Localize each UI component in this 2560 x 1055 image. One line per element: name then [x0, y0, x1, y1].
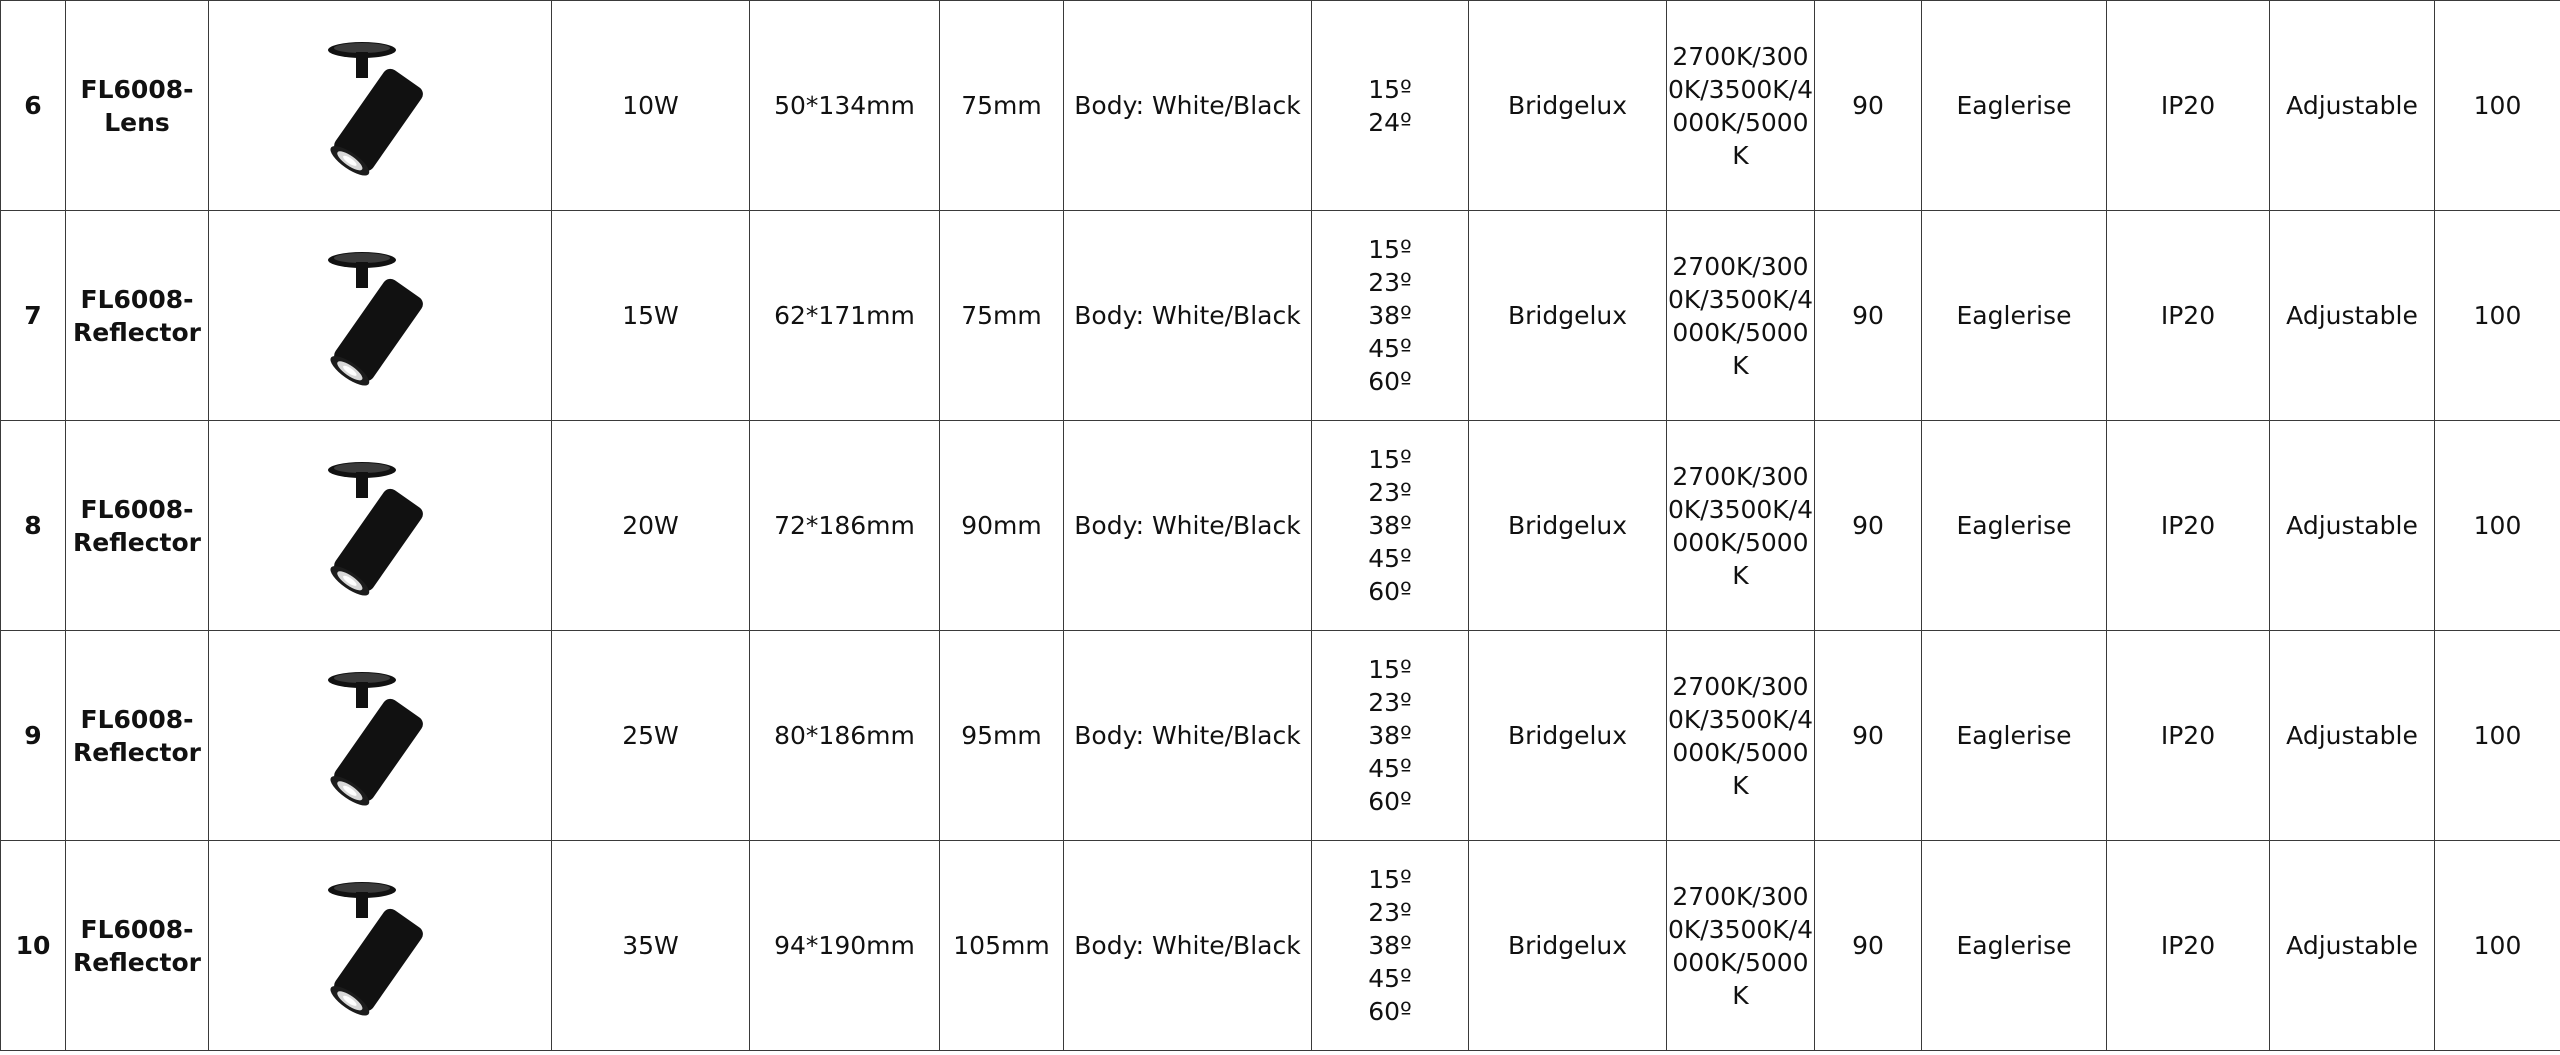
beam-angle-value: 15º: [1368, 235, 1412, 264]
black-spotlight-icon: [320, 456, 440, 596]
row-index: 10: [1, 841, 66, 1051]
cri-cell: 90: [1815, 421, 1922, 631]
cct-cell: 2700K/3000K/3500K/4000K/5000K: [1667, 211, 1815, 421]
table-row: [1, 211, 2560, 421]
beam-angle-value: 38º: [1368, 721, 1412, 750]
cri-cell: 90: [1815, 211, 1922, 421]
cutout-cell: 75mm: [940, 211, 1064, 421]
ip-rating-cell: IP20: [2107, 1, 2270, 211]
dimensions-cell: 62*171mm: [750, 211, 940, 421]
model-name-cell: [66, 211, 209, 421]
driver-cell: Eaglerise: [1922, 421, 2107, 631]
model-variant: Reflector: [73, 737, 201, 767]
beam-angle-value: 15º: [1368, 655, 1412, 684]
body-color-cell: Body: White/Black: [1064, 1, 1312, 211]
spotlight-drawing: [326, 462, 426, 596]
black-spotlight-icon: [320, 246, 440, 386]
efficacy-cell: 100: [2435, 631, 2560, 841]
table-row: [1, 1, 2560, 211]
product-image-cell: [209, 1, 552, 211]
body-color-cell: Body: White/Black: [1064, 631, 1312, 841]
power-cell: 10W: [552, 1, 750, 211]
beam-angle-value: 60º: [1368, 787, 1412, 816]
efficacy-cell: 100: [2435, 841, 2560, 1051]
body-color-cell: Body: White/Black: [1064, 841, 1312, 1051]
power-cell: 15W: [552, 211, 750, 421]
led-brand-cell: Bridgelux: [1469, 631, 1667, 841]
beam-angle-value: 15º: [1368, 865, 1412, 894]
spotlight-drawing: [326, 882, 426, 1016]
spotlight-drawing: [326, 252, 426, 386]
cutout-cell: 90mm: [940, 421, 1064, 631]
beam-angle-value: 60º: [1368, 577, 1412, 606]
led-brand-cell: Bridgelux: [1469, 421, 1667, 631]
model-name-cell: [66, 1, 209, 211]
beam-angle-value: 45º: [1368, 334, 1412, 363]
model-variant: Reflector: [73, 317, 201, 347]
model-variant: Reflector: [73, 947, 201, 977]
driver-cell: Eaglerise: [1922, 211, 2107, 421]
led-brand-cell: Bridgelux: [1469, 211, 1667, 421]
model-prefix: FL6008-: [80, 914, 194, 944]
cutout-cell: 75mm: [940, 1, 1064, 211]
row-index: 6: [1, 1, 66, 211]
black-spotlight-icon: [320, 36, 440, 176]
body-color-cell: Body: White/Black: [1064, 211, 1312, 421]
product-image-cell: [209, 421, 552, 631]
beam-angle-value: 23º: [1368, 268, 1412, 297]
beam-angle-value: 45º: [1368, 964, 1412, 993]
ip-rating-cell: IP20: [2107, 631, 2270, 841]
driver-cell: Eaglerise: [1922, 631, 2107, 841]
row-index: 7: [1, 211, 66, 421]
table-body: [1, 1, 2560, 1051]
dimensions-cell: 80*186mm: [750, 631, 940, 841]
table-row: [1, 421, 2560, 631]
model-variant: Reflector: [73, 527, 201, 557]
power-cell: 35W: [552, 841, 750, 1051]
cri-cell: 90: [1815, 631, 1922, 841]
ip-rating-cell: IP20: [2107, 211, 2270, 421]
beam-angle-cell: [1312, 421, 1469, 631]
cct-cell: 2700K/3000K/3500K/4000K/5000K: [1667, 841, 1815, 1051]
led-brand-cell: Bridgelux: [1469, 1, 1667, 211]
adjustability-cell: Adjustable: [2270, 1, 2435, 211]
cutout-cell: 105mm: [940, 841, 1064, 1051]
beam-angle-value: 15º: [1368, 74, 1412, 104]
beam-angle-value: 23º: [1368, 898, 1412, 927]
driver-cell: Eaglerise: [1922, 841, 2107, 1051]
power-cell: 25W: [552, 631, 750, 841]
driver-cell: Eaglerise: [1922, 1, 2107, 211]
beam-angle-value: 45º: [1368, 544, 1412, 573]
adjustability-cell: Adjustable: [2270, 631, 2435, 841]
cct-cell: 2700K/3000K/3500K/4000K/5000K: [1667, 1, 1815, 211]
beam-angle-value: 24º: [1368, 107, 1412, 137]
beam-angle-value: 60º: [1368, 367, 1412, 396]
model-prefix: FL6008-: [80, 704, 194, 734]
beam-angle-value: 45º: [1368, 754, 1412, 783]
body-color-cell: Body: White/Black: [1064, 421, 1312, 631]
adjustability-cell: Adjustable: [2270, 841, 2435, 1051]
ip-rating-cell: IP20: [2107, 421, 2270, 631]
table-row: [1, 841, 2560, 1051]
beam-angle-cell: [1312, 1, 1469, 211]
dimensions-cell: 50*134mm: [750, 1, 940, 211]
table-row: [1, 631, 2560, 841]
dimensions-cell: 72*186mm: [750, 421, 940, 631]
cri-cell: 90: [1815, 1, 1922, 211]
cct-cell: 2700K/3000K/3500K/4000K/5000K: [1667, 421, 1815, 631]
model-name-cell: [66, 421, 209, 631]
beam-angle-value: 23º: [1368, 478, 1412, 507]
beam-angle-cell: [1312, 211, 1469, 421]
efficacy-cell: 100: [2435, 211, 2560, 421]
cri-cell: 90: [1815, 841, 1922, 1051]
beam-angle-value: 38º: [1368, 511, 1412, 540]
cct-cell: 2700K/3000K/3500K/4000K/5000K: [1667, 631, 1815, 841]
beam-angle-value: 38º: [1368, 931, 1412, 960]
model-name-cell: [66, 631, 209, 841]
product-image-cell: [209, 841, 552, 1051]
model-variant: Lens: [104, 107, 170, 137]
beam-angle-value: 23º: [1368, 688, 1412, 717]
product-image-cell: [209, 631, 552, 841]
black-spotlight-icon: [320, 666, 440, 806]
cutout-cell: 95mm: [940, 631, 1064, 841]
efficacy-cell: 100: [2435, 421, 2560, 631]
beam-angle-cell: [1312, 631, 1469, 841]
model-name-cell: [66, 841, 209, 1051]
row-index: 8: [1, 421, 66, 631]
model-prefix: FL6008-: [80, 74, 194, 104]
spotlight-drawing: [326, 672, 426, 806]
black-spotlight-icon: [320, 876, 440, 1016]
model-prefix: FL6008-: [80, 494, 194, 524]
row-index: 9: [1, 631, 66, 841]
product-image-cell: [209, 211, 552, 421]
ip-rating-cell: IP20: [2107, 841, 2270, 1051]
dimensions-cell: 94*190mm: [750, 841, 940, 1051]
beam-angle-value: 15º: [1368, 445, 1412, 474]
led-brand-cell: Bridgelux: [1469, 841, 1667, 1051]
adjustability-cell: Adjustable: [2270, 421, 2435, 631]
power-cell: 20W: [552, 421, 750, 631]
efficacy-cell: 100: [2435, 1, 2560, 211]
beam-angle-value: 38º: [1368, 301, 1412, 330]
spotlight-drawing: [326, 42, 426, 176]
beam-angle-cell: [1312, 841, 1469, 1051]
beam-angle-value: 60º: [1368, 997, 1412, 1026]
adjustability-cell: Adjustable: [2270, 211, 2435, 421]
model-prefix: FL6008-: [80, 284, 194, 314]
